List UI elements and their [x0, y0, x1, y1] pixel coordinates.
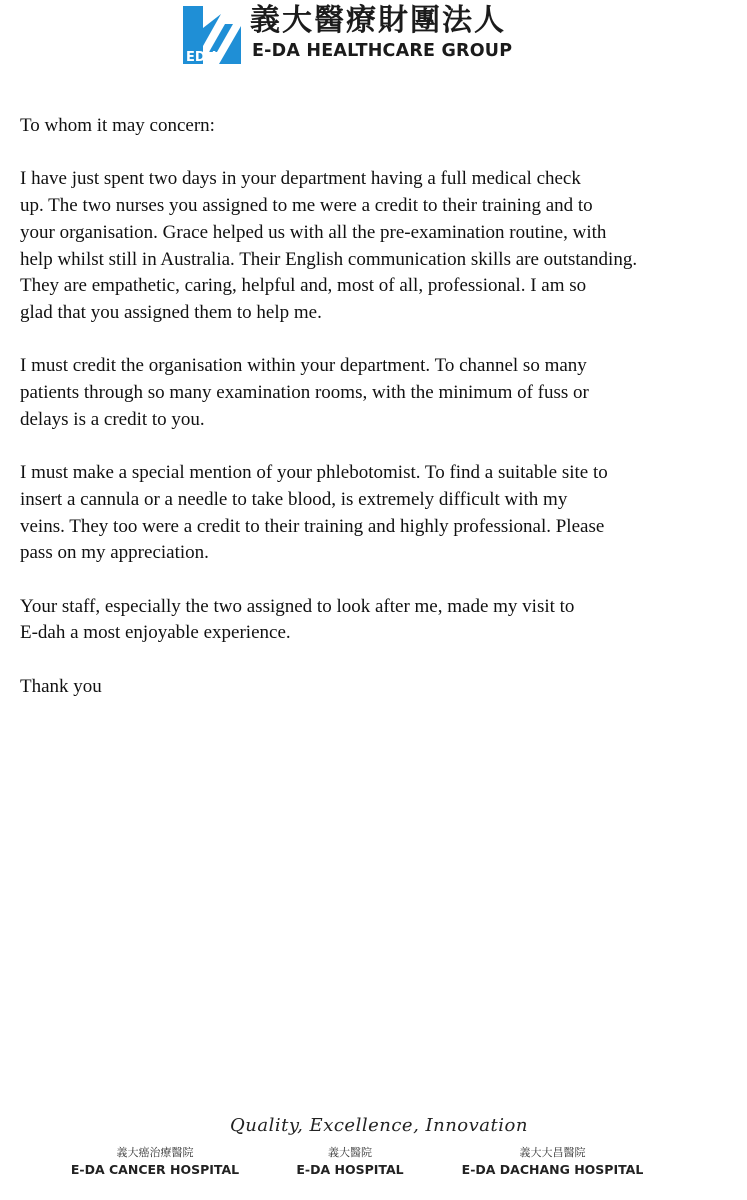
- eda-logo-icon: [183, 6, 241, 64]
- letterhead: [0, 4, 747, 66]
- hospital-name-cn: 義大癌治療醫院: [116, 1146, 194, 1159]
- hospital-name-cn: 義大大昌醫院: [519, 1146, 586, 1159]
- org-name-chinese: 義大醫療財團法人: [250, 3, 506, 38]
- letter-paragraph: I must credit the organisation within your department. To channel so many patients through so many examination rooms, with the minimum of fuss or delays is a credit to you.: [20, 355, 589, 430]
- footer: [0, 1110, 747, 1200]
- closing: Thank you: [20, 675, 102, 697]
- letter-body: [20, 113, 735, 700]
- hospital-main: [290, 1146, 410, 1178]
- salutation: To whom it may concern:: [20, 115, 215, 136]
- slogan: Quality, Excellence, Innovation: [230, 1115, 528, 1136]
- letter-paragraph: I must make a special mention of your phlebotomist. To find a suitable site to insert a cannula or a needle to take blood, is extremely difficult with my veins. They too were a credit to their training and highly professional. Please pass on my appreciation.: [20, 462, 608, 564]
- hospital-name-en: E-DA CANCER HOSPITAL: [70, 1162, 240, 1177]
- hospital-name-en: E-DA DACHANG HOSPITAL: [461, 1162, 644, 1177]
- org-name-english: E-DA HEALTHCARE GROUP: [252, 41, 513, 61]
- letter-paragraph: I have just spent two days in your department having a full medical check up. The two nurses you assigned to me were a credit to their training and to your organisation. Grace helped us with all the pre-examination routine, with help whilst still in Australia. Their English communication skills are outstanding. They are empathetic, caring, helpful and, most of all, professional. I am so glad that you assigned them to help me.: [20, 168, 638, 323]
- hospital-cancer: [70, 1146, 240, 1178]
- letter-paragraph: Your staff, especially the two assigned to look after me, made my visit to E-dah a most enjoyable experience.: [20, 595, 575, 644]
- hospital-dachang: [460, 1146, 645, 1178]
- svg-text:EDH: EDH: [186, 50, 217, 64]
- hospital-name-en: E-DA HOSPITAL: [296, 1162, 404, 1177]
- hospital-name-cn: 義大醫院: [328, 1146, 372, 1159]
